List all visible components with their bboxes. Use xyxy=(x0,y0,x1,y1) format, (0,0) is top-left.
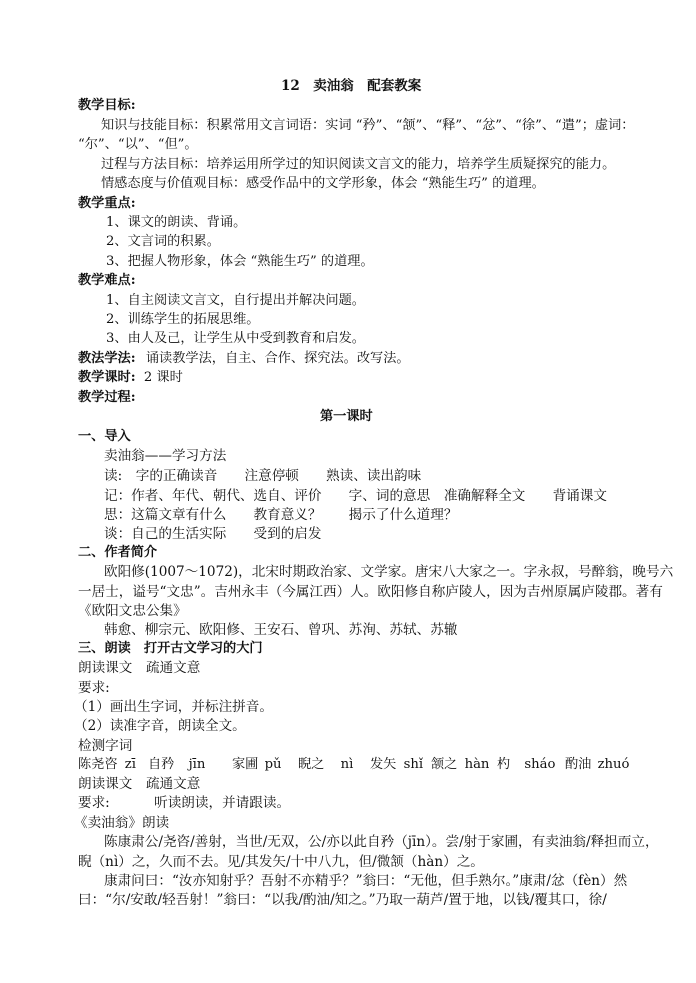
methods-row xyxy=(78,349,410,369)
word-pinyin: nì xyxy=(340,757,354,772)
text-title: 《卖油翁》朗读 xyxy=(74,815,170,831)
hours-text: 2 课时 xyxy=(143,370,183,385)
eight-masters: 韩愈、柳宗元、欧阳修、王安石、曾巩、苏洵、苏轼、苏辙 xyxy=(104,622,458,638)
word-text: 家圃 xyxy=(232,757,259,772)
listen-label: 要求: xyxy=(78,795,110,811)
key-point-item: 3、把握人物形象，体会 “熟能生巧” 的道理。 xyxy=(106,254,374,269)
listen-text: 听读朗读，并请跟读。 xyxy=(154,795,291,811)
word-item xyxy=(431,755,489,775)
word-item xyxy=(298,755,353,775)
word-item xyxy=(78,755,136,775)
word-item xyxy=(370,755,423,775)
goal-emotion: 情感态度与价值观目标：感受作品中的文学形象，体会 “熟能生巧” 的道理。 xyxy=(101,176,545,191)
word-item xyxy=(232,755,282,775)
word-pinyin: zī xyxy=(124,757,136,772)
author-heading: 二、作者简介 xyxy=(78,545,158,560)
word-item xyxy=(565,755,629,775)
word-item xyxy=(148,755,205,775)
lesson-heading: 第一课时 xyxy=(320,409,373,424)
intro-heading: 一、导入 xyxy=(78,429,131,444)
requirement-2: （2）读准字音，朗读全文。 xyxy=(74,718,246,734)
hours-row xyxy=(78,368,183,388)
reading-sub-1: 朗读课文 疏通文意 xyxy=(78,660,201,676)
word-text: 陈尧咨 xyxy=(78,757,118,772)
word-pinyin: zhuó xyxy=(597,757,630,772)
intro-note: 记：作者、年代、朝代、选自、评价 字、词的意思 准确解释全文 背诵课文 xyxy=(104,488,607,504)
goal-process: 过程与方法目标：培养运用所学过的知识阅读文言文的能力，培养学生质疑探究的能力。 xyxy=(101,157,616,172)
word-item xyxy=(497,755,555,775)
difficulty-item: 2、训练学生的拓展思维。 xyxy=(106,312,260,327)
difficulty-item: 3、由人及己，让学生从中受到教育和启发。 xyxy=(106,331,365,346)
word-text: 自矜 xyxy=(148,757,175,772)
text-line-4: 曰：“尔/安敢/轻吾射！”翁曰：“以我/酌油/知之。”乃取一葫芦/置于地，以钱/覆其口，徐/ xyxy=(78,892,607,908)
word-text: 颔之 xyxy=(431,757,458,772)
requirement-1: （1）画出生字词，并标注拼音。 xyxy=(74,699,273,715)
word-text: 酌油 xyxy=(565,757,592,772)
reading-sub-2: 朗读课文 疏通文意 xyxy=(78,776,201,792)
text-line-1: 陈康肃公/尧咨/善射，当世/无双，公/亦以此自矜（jīn）。尝/射于家圃，有卖油翁/释担而立， xyxy=(104,834,659,850)
check-words-label: 检测字词 xyxy=(78,738,133,754)
text-line-3: 康肃问曰：“汝亦知射乎？吾射不亦精乎？”翁曰：“无他，但手熟尔。”康肃/忿（fèn）然 xyxy=(104,873,628,889)
goal-knowledge-line-1: 知识与技能目标：积累常用文言词语：实词 “矜”、“颔”、“释”、“忿”、“徐”、“遣”；虚词： xyxy=(101,118,635,133)
document-title: 12 卖油翁 配套教案 xyxy=(281,78,422,94)
word-pinyin: shǐ xyxy=(403,757,424,772)
key-point-item: 1、课文的朗读、背诵。 xyxy=(106,215,247,230)
author-line-1: 欧阳修(1007～1072)，北宋时期政治家、文学家。唐宋八大家之一。字永叔，号醉翁，晚号六 xyxy=(104,564,674,580)
word-pinyin: sháo xyxy=(524,757,556,772)
reading-heading: 三、朗读 打开古文学习的大门 xyxy=(78,641,263,656)
intro-think: 思：这篇文章有什么 教育意义？ 揭示了什么道理？ xyxy=(104,507,458,523)
requirements-label: 要求: xyxy=(78,680,110,696)
methods-text: 诵读教学法，自主、合作、探究法。改写法。 xyxy=(145,351,410,366)
intro-read: 读: 字的正确读音 注意停顿 熟读、读出韵味 xyxy=(104,468,422,484)
hours-label: 教学课时: xyxy=(78,370,136,385)
difficulties-heading: 教学难点: xyxy=(78,273,136,288)
difficulty-item: 1、自主阅读文言文，自行提出并解决问题。 xyxy=(106,293,365,308)
word-text: 杓 xyxy=(497,757,511,772)
author-line-2: 一居士，谥号“文忠”。吉州永丰（今属江西）人。欧阳修自称庐陵人，因为吉州原属庐陵郡。著有 xyxy=(78,584,663,600)
word-pinyin: pǔ xyxy=(264,757,282,772)
word-pinyin: hàn xyxy=(464,757,490,772)
word-pinyin: jīn xyxy=(188,757,206,772)
methods-label: 教法学法: xyxy=(78,351,136,366)
goals-heading: 教学目标: xyxy=(78,98,136,113)
text-line-2: 睨（nì）之，久而不去。见/其发矢/十中八九，但/微颔（hàn）之。 xyxy=(78,854,484,870)
author-line-3: 《欧阳文忠公集》 xyxy=(78,603,187,619)
key-point-item: 2、文言词的积累。 xyxy=(106,234,220,249)
goal-knowledge-line-2: “尔”、“以”、“但”。 xyxy=(78,137,198,152)
process-heading: 教学过程: xyxy=(78,390,136,405)
intro-talk: 谈：自己的生活实际 受到的启发 xyxy=(104,526,322,542)
word-text: 睨之 xyxy=(298,757,325,772)
key-points-heading: 教学重点: xyxy=(78,196,136,211)
intro-topic: 卖油翁——学习方法 xyxy=(104,448,227,464)
word-text: 发矢 xyxy=(370,757,397,772)
listen-row xyxy=(78,793,290,813)
